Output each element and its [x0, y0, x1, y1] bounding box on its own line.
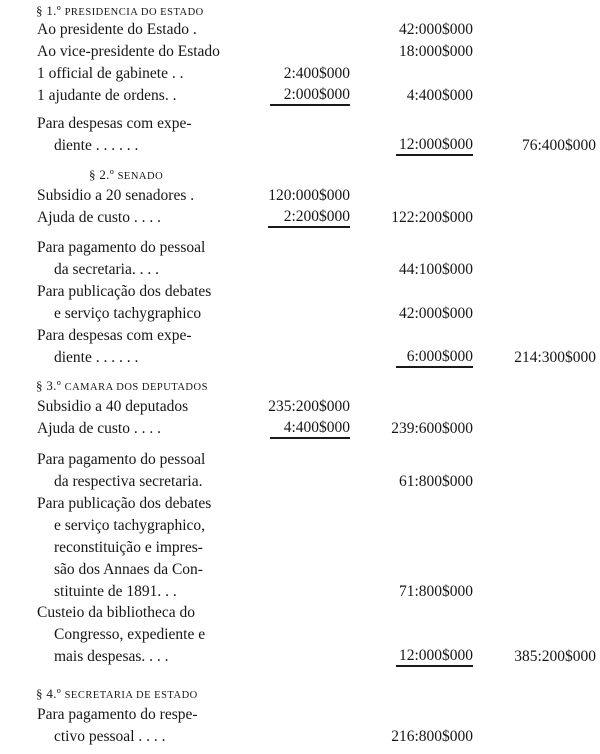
- amount-section-total: 385:200$000: [514, 648, 596, 665]
- line-text: Congresso, expediente e: [54, 626, 206, 643]
- line-text: ctivo pessoal . . . .: [54, 728, 166, 745]
- amount-item: 2:400$000: [283, 65, 350, 82]
- line-text: reconstituição e impres-: [54, 539, 203, 556]
- section-title: CAMARA DOS DEPUTADOS: [64, 382, 208, 393]
- amount-subtotal: 122:200$000: [391, 209, 473, 226]
- line-text: diente . . . . . .: [54, 137, 139, 154]
- section-title: SENADO: [117, 171, 164, 182]
- line-text: e serviço tachygraphico: [54, 305, 202, 322]
- amount-item: 4:400$000: [270, 418, 350, 439]
- line-text: Ao vice-presidente do Estado: [37, 43, 220, 60]
- amount-subtotal: 71:800$000: [398, 583, 473, 600]
- line-text: Para pagamento do respe-: [37, 706, 198, 723]
- section-title: SECRETARIA DE ESTADO: [64, 690, 198, 701]
- amount-subtotal: 216:800$000: [391, 728, 473, 745]
- amount-subtotal: 42:000$000: [398, 21, 473, 38]
- line-text: Ajuda de custo . . . .: [37, 420, 161, 437]
- line-text: Ao presidente do Estado .: [37, 21, 197, 38]
- line-text: Para pagamento do pessoal: [37, 239, 206, 256]
- line-text: Para publicação dos debates: [37, 495, 212, 512]
- amount-subtotal: 4:400$000: [406, 87, 473, 104]
- amount-subtotal: 12:000$000: [396, 135, 473, 156]
- line-text: são dos Annaes da Con-: [54, 561, 203, 578]
- line-text: e serviço tachygraphico,: [54, 517, 206, 534]
- line-text: stituinte de 1891. . .: [54, 583, 177, 600]
- amount-section-total: 76:400$000: [521, 137, 596, 154]
- section-number: § 1.º: [36, 3, 62, 18]
- amount-item: 2:200$000: [268, 207, 350, 228]
- amount-subtotal: 18:000$000: [398, 43, 473, 60]
- line-text: diente . . . . . .: [54, 349, 139, 366]
- line-text: Ajuda de custo . . . .: [37, 209, 161, 226]
- amount-subtotal: 61:800$000: [398, 473, 473, 490]
- line-text: Para publicação dos debates: [37, 283, 212, 300]
- line-text: Para despesas com expe-: [37, 115, 192, 132]
- line-text: Subsidio a 20 senadores .: [37, 187, 195, 204]
- line-text: Para pagamento do pessoal: [37, 451, 206, 468]
- section-title: PRESIDENCIA DO ESTADO: [64, 7, 204, 18]
- amount-subtotal: 6:000$000: [396, 347, 473, 368]
- line-text: Para despesas com expe-: [37, 327, 192, 344]
- line-text: da respectiva secretaria.: [54, 473, 203, 490]
- amount-item: 235:200$000: [268, 398, 350, 415]
- section-number: § 2.º: [89, 167, 115, 182]
- amount-item: 2:000$000: [270, 85, 350, 106]
- amount-section-total: 214:300$000: [514, 349, 596, 366]
- line-text: 1 official de gabinete . .: [37, 65, 184, 82]
- amount-subtotal: 42:000$000: [398, 305, 473, 322]
- line-text: da secretaria. . . .: [54, 261, 159, 278]
- amount-subtotal: 12:000$000: [396, 646, 473, 667]
- line-text: Subsidio a 40 deputados: [37, 398, 189, 415]
- amount-item: 120:000$000: [268, 187, 350, 204]
- section-number: § 3.º: [36, 378, 62, 393]
- line-text: 1 ajudante de ordens. .: [37, 87, 177, 104]
- line-text: mais despesas. . . .: [54, 648, 169, 665]
- amount-subtotal: 44:100$000: [398, 261, 473, 278]
- section-number: § 4.º: [36, 686, 62, 701]
- amount-subtotal: 239:600$000: [391, 420, 473, 437]
- line-text: Custeio da bibliotheca do: [37, 604, 195, 621]
